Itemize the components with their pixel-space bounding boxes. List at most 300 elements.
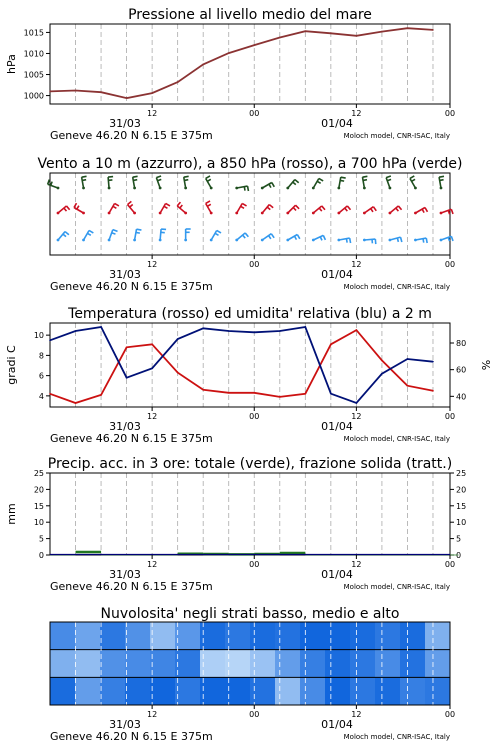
wind-barb-feather <box>177 202 180 206</box>
humidity-line-point <box>151 368 153 370</box>
humidity-line-point <box>381 373 383 375</box>
location-label: Geneve 46.20 N 6.15 E 375m <box>50 280 213 293</box>
wind-barb <box>286 235 299 242</box>
pressure-line-point <box>126 97 128 99</box>
wind-barb-feather <box>206 176 210 179</box>
wind-barb <box>108 230 118 242</box>
wind-barb-shaft <box>48 184 58 188</box>
wind-barb-feather <box>241 206 244 208</box>
wind-barb <box>414 238 427 243</box>
wind-barb-feather <box>164 206 167 208</box>
temperature-chart <box>5 306 493 445</box>
wind-barb-feather <box>345 208 348 211</box>
cloud-cell <box>150 622 176 650</box>
wind-barb <box>108 177 113 190</box>
date-label: 01/04 <box>321 268 353 281</box>
wind-barb-feather <box>396 208 399 211</box>
wind-barb-feather <box>410 176 414 179</box>
wind-barb-feather <box>74 203 77 207</box>
wind-barb-head <box>440 212 443 215</box>
wind-barb <box>133 176 138 189</box>
y-tick-label: 4 <box>38 391 44 401</box>
wind-barb <box>235 186 248 191</box>
cloud-cell <box>125 622 151 650</box>
wind-barb-feather <box>363 180 367 181</box>
wind-barb-feather <box>269 184 271 187</box>
wind-barb <box>286 180 298 190</box>
cloud-cell <box>250 650 276 678</box>
wind-barb-shaft <box>439 177 441 188</box>
humidity-line-point <box>75 330 77 332</box>
wind-barb-shaft <box>237 186 248 188</box>
wind-barb-feather <box>373 207 376 211</box>
cloud-cell <box>325 677 351 705</box>
wind-barb-feather <box>48 180 50 185</box>
x-tick-label: 00 <box>249 412 260 421</box>
panel-frame <box>50 323 450 407</box>
wind-barb-shaft <box>362 177 364 188</box>
y-tick-label: 1005 <box>23 70 44 80</box>
cloud-cell <box>325 622 351 650</box>
date-label: 01/04 <box>321 117 353 130</box>
cloud-cell <box>175 650 201 678</box>
pressure-line-point <box>356 35 358 37</box>
cloud-cell <box>350 677 376 705</box>
x-tick-label: 00 <box>249 109 260 118</box>
x-tick-label: 00 <box>444 710 456 719</box>
cloud-cell <box>200 622 226 650</box>
wind-barb <box>312 178 323 189</box>
location-label: Geneve 46.20 N 6.15 E 375m <box>50 580 213 593</box>
y2-tick-label: 0 <box>456 551 462 560</box>
wind-barb <box>389 206 402 214</box>
wind-barb-feather <box>362 176 367 177</box>
wind-barb <box>184 229 190 241</box>
wind-barb-feather <box>133 180 137 181</box>
chart-title: Vento a 10 m (azzurro), a 850 hPa (rosso), a 700 hPa (verde) <box>37 156 463 172</box>
wind-barb-head <box>210 212 213 215</box>
wind-barb-feather <box>387 179 391 180</box>
wind-barb-head <box>57 212 60 215</box>
wind-barb <box>312 235 325 241</box>
wind-barb-feather <box>157 179 161 180</box>
wind-barb <box>363 207 376 215</box>
wind-barb-head <box>286 187 289 190</box>
wind-barb-feather <box>180 205 183 208</box>
wind-barb <box>337 206 350 214</box>
wind-barb-feather <box>423 239 424 243</box>
y-tick-label: 1015 <box>23 28 44 38</box>
cloud-cell <box>375 677 401 705</box>
wind-barb-feather <box>340 180 344 181</box>
wind-barb-head <box>286 212 289 215</box>
temperature-line-point <box>253 392 255 394</box>
humidity-line-point <box>407 358 409 360</box>
wind-barb-feather <box>293 208 296 211</box>
x-tick-label: 00 <box>444 560 456 569</box>
wind-barb <box>440 236 453 241</box>
y-tick-label: 10 <box>33 518 44 528</box>
wind-barb-feather <box>346 239 347 243</box>
wind-barb <box>286 205 299 214</box>
wind-barb-head <box>261 212 264 215</box>
cloud-cell <box>375 650 401 678</box>
pressure-chart <box>5 7 455 142</box>
cloud-cell <box>275 622 301 650</box>
wind-barb-feather <box>65 232 69 235</box>
cloud-cell <box>125 650 151 678</box>
wind-barb-feather <box>448 210 449 214</box>
panel-frame <box>50 473 450 555</box>
wind-barb-feather <box>426 238 427 243</box>
wind-barb-head <box>363 239 366 242</box>
wind-barb <box>439 176 444 189</box>
wind-barb <box>82 230 93 241</box>
cloud-cell <box>350 650 376 678</box>
cloud-cell <box>100 622 126 650</box>
wind-barb-feather <box>115 203 119 206</box>
wind-barb-feather <box>347 206 350 210</box>
x-tick-label: 12 <box>147 560 158 569</box>
temperature-line-point <box>202 389 204 391</box>
pressure-line-point <box>228 52 230 54</box>
wind-barb-head <box>337 187 340 190</box>
wind-barb-shaft <box>364 239 375 240</box>
wind-barb-feather <box>243 235 246 238</box>
wind-barb-feather <box>113 230 118 232</box>
wind-barb <box>48 180 60 190</box>
wind-barb-feather <box>319 178 323 181</box>
wind-barb <box>363 239 376 244</box>
wind-barb-feather <box>267 207 270 210</box>
wind-barb-head <box>363 212 366 215</box>
wind-barb-head <box>235 187 238 190</box>
wind-barb-feather <box>217 230 221 233</box>
cloud-cell <box>250 677 276 705</box>
wind-barb-feather <box>272 183 275 187</box>
wind-barb-head <box>389 187 392 190</box>
wind-barb-shaft <box>133 177 135 188</box>
y2-tick-label: 40 <box>456 392 467 402</box>
x-tick-label: 12 <box>351 412 362 421</box>
wind-barb-head <box>312 212 315 215</box>
wind-barb-feather <box>133 176 138 177</box>
chart-title: Pressione al livello medio del mare <box>128 7 372 23</box>
location-label: Geneve 46.20 N 6.15 E 375m <box>50 730 213 743</box>
cloud-cell <box>200 650 226 678</box>
wind-barb-feather <box>269 236 271 239</box>
y2-tick-label: 10 <box>456 518 467 528</box>
cloud-cell <box>50 650 76 678</box>
y2-tick-label: 80 <box>456 339 467 348</box>
wind-barb-feather <box>82 176 87 177</box>
cloud-cell <box>275 650 301 678</box>
humidity-line-point <box>202 328 204 330</box>
wind-barb-feather <box>320 237 322 241</box>
pressure-line-point <box>177 81 179 83</box>
y-tick-label: 6 <box>38 371 44 381</box>
wind-barb-feather <box>322 206 325 210</box>
pressure-line-point <box>151 92 153 94</box>
wind-barb-feather <box>425 208 428 212</box>
wind-barb-feather <box>112 233 116 234</box>
cloud-cell <box>350 622 376 650</box>
wind-barb-shaft <box>237 203 243 213</box>
wind-barb-feather <box>296 205 300 209</box>
cloud-cell <box>400 650 426 678</box>
cloud-cell <box>300 677 326 705</box>
wind-barb-head <box>312 187 315 190</box>
wind-barb-shaft <box>339 177 341 188</box>
wind-barb-head <box>184 212 187 215</box>
cloud-cell <box>75 650 101 678</box>
temperature-line-point <box>151 343 153 345</box>
wind-barb-head <box>440 187 443 190</box>
wind-barb-feather <box>341 177 346 178</box>
wind-barb-head <box>159 239 162 242</box>
x-tick-label: 12 <box>147 260 158 269</box>
wind-barb <box>156 176 161 189</box>
wind-barb <box>386 176 391 189</box>
wind-barb-head <box>133 187 136 190</box>
wind-barb-feather <box>66 206 69 210</box>
wind-barb-feather <box>271 234 274 238</box>
wind-barb-head <box>82 187 85 190</box>
wind-barb <box>177 202 187 214</box>
cloud-cell <box>300 650 326 678</box>
wind-barb-feather <box>51 182 52 186</box>
wind-barb-head <box>261 239 264 242</box>
cloud-cell <box>175 677 201 705</box>
wind-barb-feather <box>293 182 296 185</box>
wind-barb-shaft <box>390 237 401 240</box>
wind-barb-shaft <box>184 177 186 188</box>
wind-barb <box>261 234 274 242</box>
x-tick-label: 00 <box>249 260 260 269</box>
wind-barb-shaft <box>109 230 113 240</box>
temperature-line-point <box>228 392 230 394</box>
date-label: 01/04 <box>321 420 353 433</box>
date-label: 31/03 <box>109 268 141 281</box>
wind-barb-head <box>108 212 111 215</box>
x-tick-label: 12 <box>147 109 158 118</box>
panel-frame <box>50 24 450 104</box>
wind-barb-feather <box>269 205 273 208</box>
humidity-line-point <box>253 332 255 334</box>
chart-title: Temperatura (rosso) ed umidita' relativa (blu) a 2 m <box>68 306 432 322</box>
wind-barb-shaft <box>160 203 166 213</box>
wind-barb-feather <box>440 180 444 181</box>
wind-barb-head <box>57 187 60 190</box>
cloud-cell <box>200 677 226 705</box>
y-axis-label: hPa <box>5 54 18 74</box>
wind-barb-feather <box>64 208 67 211</box>
temperature-line-point <box>279 396 281 398</box>
cloud-cell <box>425 650 451 678</box>
cloud-cell <box>50 677 76 705</box>
y-tick-label: 5 <box>38 534 44 544</box>
humidity-line-point <box>330 393 332 395</box>
temperature-line-point <box>356 329 358 331</box>
y-tick-label: 20 <box>33 485 44 495</box>
wind-barb-feather <box>295 180 299 183</box>
wind-barb-feather <box>77 206 79 209</box>
wind-barb-feather <box>184 176 189 177</box>
x-tick-label: 12 <box>351 710 362 719</box>
cloud-cell <box>400 622 426 650</box>
wind-barb-feather <box>113 206 116 208</box>
wind-barb-feather <box>294 236 296 239</box>
pressure-line-point <box>407 27 409 29</box>
humidity-line-point <box>228 330 230 332</box>
wind-barb-shaft <box>135 229 137 240</box>
wind-barb-head <box>108 239 111 242</box>
wind-barb-head <box>440 239 443 242</box>
y2-tick-label: 5 <box>456 534 462 544</box>
y-tick-label: 10 <box>33 331 44 341</box>
credit-label: Moloch model, CNR-ISAC, Italy <box>343 435 450 443</box>
pressure-line-point <box>75 90 77 92</box>
temperature-line-point <box>177 372 179 374</box>
pressure-line-point <box>49 91 51 93</box>
cloud-cell <box>425 677 451 705</box>
wind-barb <box>184 176 189 189</box>
x-tick-label: 00 <box>444 260 456 269</box>
wind-barb-feather <box>166 203 170 206</box>
date-label: 31/03 <box>109 117 141 130</box>
temperature-line-point <box>49 393 51 395</box>
cloud-cell <box>250 622 276 650</box>
wind-barb-feather <box>297 235 300 239</box>
wind-barb-head <box>414 239 417 242</box>
temperature-line-point <box>381 360 383 362</box>
cloud-cell <box>150 677 176 705</box>
cloud-cell <box>75 677 101 705</box>
wind-barb-head <box>184 239 187 242</box>
temperature-line-point <box>330 343 332 345</box>
wind-barb <box>57 232 69 242</box>
wind-barb <box>74 203 85 214</box>
location-label: Geneve 46.20 N 6.15 E 375m <box>50 432 213 445</box>
wind-barb-feather <box>448 237 449 241</box>
wind-barb <box>261 205 273 215</box>
credit-label: Moloch model, CNR-ISAC, Italy <box>343 283 450 291</box>
precipitation-chart <box>5 456 466 593</box>
wind-barb <box>440 209 453 214</box>
y-tick-label: 1000 <box>23 91 44 101</box>
y2-tick-label: 15 <box>456 501 467 511</box>
wind-barb <box>128 201 136 214</box>
x-tick-label: 12 <box>351 560 362 569</box>
wind-barb-head <box>414 187 417 190</box>
cloud-chart <box>50 606 455 743</box>
wind-barb-feather <box>136 232 140 233</box>
date-label: 31/03 <box>109 420 141 433</box>
credit-label: Moloch model, CNR-ISAC, Italy <box>343 733 450 741</box>
wind-barb-head <box>261 187 264 190</box>
chart-title: Precip. acc. in 3 ore: totale (verde), frazione solida (tratt.) <box>47 456 453 472</box>
wind-barb-feather <box>82 180 86 181</box>
wind-barb-head <box>133 212 136 215</box>
temperature-line-point <box>75 402 77 404</box>
cloud-cell <box>425 622 451 650</box>
cloud-cell <box>150 650 176 678</box>
wind-barb <box>410 176 417 189</box>
wind-barb-shaft <box>82 177 84 188</box>
temperature-line-point <box>126 346 128 348</box>
cloud-cell <box>125 677 151 705</box>
cloud-cell <box>275 677 301 705</box>
wind-barb-feather <box>63 234 66 237</box>
wind-barb-head <box>210 239 213 242</box>
wind-barb-feather <box>89 230 93 233</box>
pressure-line-point <box>305 30 307 32</box>
cloud-cell <box>75 622 101 650</box>
wind-barb <box>389 237 402 242</box>
temperature-line-point <box>432 390 434 392</box>
wind-barb-shaft <box>415 238 426 240</box>
wind-barb <box>57 206 70 214</box>
wind-barb <box>235 203 246 214</box>
credit-label: Moloch model, CNR-ISAC, Italy <box>343 583 450 591</box>
date-label: 01/04 <box>321 718 353 731</box>
wind-barb-feather <box>242 203 246 206</box>
y-tick-label: 25 <box>33 469 44 478</box>
wind-barb <box>235 233 248 241</box>
wind-barb <box>414 208 427 215</box>
y-tick-label: 8 <box>38 351 44 361</box>
humidity-line-point <box>432 361 434 363</box>
cloud-cell <box>175 622 201 650</box>
wind-barb <box>362 176 367 189</box>
humidity-line-point <box>279 330 281 332</box>
wind-barb <box>337 177 345 189</box>
x-tick-label: 12 <box>351 260 362 269</box>
wind-barb <box>159 229 166 241</box>
x-tick-label: 00 <box>444 109 456 118</box>
pressure-line-point <box>381 31 383 33</box>
wind-barb-feather <box>244 187 245 191</box>
y-tick-label: 15 <box>33 501 44 511</box>
wind-barb-feather <box>323 235 325 240</box>
wind-barb-head <box>210 187 213 190</box>
wind-barb-feather <box>245 233 248 237</box>
wind-barb-head <box>337 212 340 215</box>
x-tick-label: 00 <box>249 710 260 719</box>
wind-barb-feather <box>317 181 320 183</box>
wind-barb-head <box>82 239 85 242</box>
x-tick-label: 12 <box>147 710 158 719</box>
wind-barb-head <box>337 239 340 242</box>
credit-label: Moloch model, CNR-ISAC, Italy <box>343 132 450 140</box>
y-axis-label: % <box>480 359 493 371</box>
x-tick-label: 12 <box>351 109 362 118</box>
wind-barb <box>159 203 170 214</box>
cloud-cell <box>325 650 351 678</box>
location-label: Geneve 46.20 N 6.15 E 375m <box>50 129 213 142</box>
wind-barb-feather <box>184 180 188 181</box>
wind-barb-feather <box>206 201 210 204</box>
wind-barb-feather <box>215 233 218 235</box>
y2-tick-label: 60 <box>456 365 467 375</box>
wind-barb <box>133 229 141 241</box>
wind-barb <box>108 203 119 214</box>
wind-barb-head <box>235 212 238 215</box>
wind-barb-shaft <box>160 229 161 240</box>
cloud-cell <box>400 677 426 705</box>
y2-tick-label: 25 <box>456 469 467 478</box>
wind-barb <box>312 206 325 214</box>
